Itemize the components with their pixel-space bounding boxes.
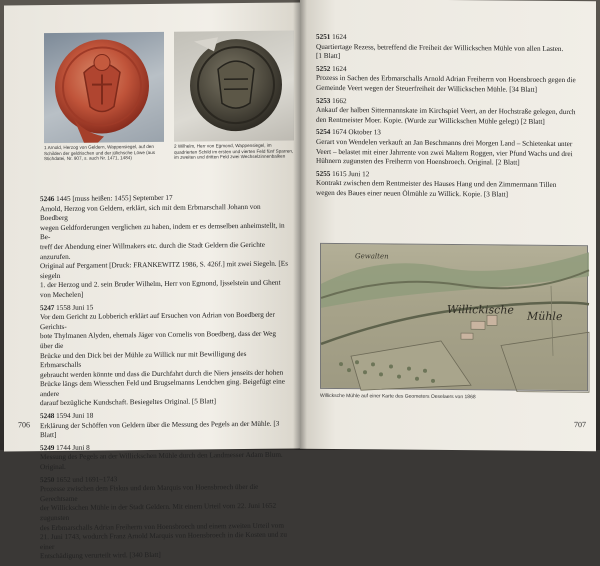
entry-line: Quartiertage Rezess, betreffend die Freiheit der Willickschen Mühle von allen Lasten. <box>316 42 564 53</box>
entry-line: [1 Blatt] <box>316 52 341 61</box>
seal-caption-1: 1 Arnold, Herzog von Geldern, Wappensiegel, auf den Schilden der geldrischen und der jülichsche Löwe (aus Stichdatei, Nr. 907, s. auch Nr. 1471, 1484) <box>44 143 156 162</box>
entry-line: 1674 Oktober 13 <box>332 128 381 137</box>
red-seal-photo <box>44 32 164 143</box>
entry-line: 1652 und 1691–1743 <box>56 474 118 484</box>
entry-line: Prozesse zwischen dem Fiskus und dem Marquis von Hoensbroech über die Gerechtsame <box>40 483 259 503</box>
entry-line: 1. der Herzog und 2. sein Bruder Wilhelm, Herr von Egmond, Ijsselstein und Ghent <box>40 278 281 290</box>
entry-line: wegen Geldforderungen verglichen zu haben, indem er es demselben anheimstellt, in Be- <box>40 221 285 242</box>
entry-number: 5247 <box>40 303 55 312</box>
entry-line: 1624 <box>332 64 347 73</box>
entry-line: treff der Abendung einer Willmakers etc. durch die Stadt Geldern die Gerichte anzurufen. <box>40 240 265 261</box>
entry-line: der Willickschen Mühle in der Stadt Geldern. Mit einem Urteil vom 22. Juni 1652 zugunsten <box>40 502 277 523</box>
entry-number: 5248 <box>40 412 55 421</box>
entry-number: 5255 <box>316 169 331 178</box>
entry-line: Brücke und den Dick bei der Mühle zu Willick nur mit Bewilligung des Erbmarschalls <box>40 349 247 370</box>
gray-seal-photo <box>174 31 294 142</box>
left-entries <box>40 193 288 566</box>
entry-line: 1445 [muss heißen: 1455] September 17 <box>56 193 173 204</box>
entry-line: Brücke längs dem Wiesschen Feld und Brugselmanns Lendchen ging. Beigefügt eine andere <box>40 377 285 399</box>
entry-5250 <box>40 473 288 562</box>
historic-map <box>320 243 588 391</box>
entry-line: Gemeinde Veert wegen der Steuerfreiheit der Willickschen Mühle. [34 Blatt] <box>316 83 537 94</box>
right-entries <box>316 33 576 204</box>
entry-number: 5249 <box>40 443 55 453</box>
entry-line: Veert – belastet mit einer Jahrrente von zwei Maltern Roggen, vier Pfund Wachs und drei <box>316 147 573 158</box>
entry-line: 1615 Juni 12 <box>332 169 370 179</box>
entry-line: Gerart von Wendelen verkauft an Jan Beschmanns drei Morgen Land – Schietenkat unter <box>316 137 573 149</box>
map-label-gewalten: Gewalten <box>355 252 389 261</box>
entry-number: 5253 <box>316 96 331 105</box>
entry-line: Ankauf der halben Sittermannskate im Kirchspiel Veert, an der Hochstraße gelegen, durch <box>316 106 576 117</box>
page-number-left: 706 <box>18 420 30 430</box>
entry-line: Erklärung der Schöffen von Geldern über die Messung des Pegels an der Mühle. [3 Blatt] <box>40 419 280 440</box>
entry-number: 5251 <box>316 32 331 41</box>
entry-line: Entschädigung verurteilt wird. [340 Blatt] <box>40 551 161 561</box>
entry-line: gebraucht werden könnte und dass die Durchfahrt durch die Niers jenseits der hohen <box>40 368 284 379</box>
entry-line: Kontrakt zwischen dem Rentmeister des Hauses Hang und den Zimmermann Tillen <box>316 179 557 190</box>
book-gutter <box>293 0 307 450</box>
entry-5255 <box>316 170 576 201</box>
entry-line: den Rentmeister Moer. Kopie. (Wurde zur Willickschen Mühle gelegt) [2 Blatt] <box>316 115 545 126</box>
entry-line: wegen des Baues einer neuen Ölmühle zu Willick. Kopie. [3 Blatt] <box>316 188 508 199</box>
entry-line: Prozess in Sachen des Erbmarschalls Arnold Adrian Freiherrn von Hoensbroech gegen die <box>316 74 576 85</box>
entry-line: Hühnern zugunsten des Freiherrn von Hoensbroech. Original. [2 Blatt] <box>316 156 520 167</box>
entry-5246 <box>40 193 288 301</box>
gray-seal-image <box>174 31 294 142</box>
entry-line: 1594 Juni 18 <box>56 411 94 421</box>
entry-line: von Mechelen] <box>40 290 84 300</box>
red-seal-image <box>44 32 164 143</box>
entry-5252 <box>316 65 576 96</box>
entry-number: 5254 <box>316 128 331 137</box>
entry-line: Messung des Pegels an der Willickschen Mühle durch den Landmesser Adam Blum. Original. <box>40 451 283 472</box>
entry-line: 21. Juni 1743, wodurch Franz Arnold Marquis von Hoensbroech in die Kosten und zu einer <box>40 530 287 551</box>
map-label-willickische: Willickische <box>447 302 514 317</box>
entry-line: 1558 Juni 15 <box>56 303 94 312</box>
entry-5248 <box>40 410 288 441</box>
entry-number: 5246 <box>40 195 55 204</box>
entry-line: 1624 <box>332 32 347 42</box>
entry-line: Arnold, Herzog von Geldern, erklärt, sich mit dem Erbmarschall Johann von Boedberg <box>40 202 261 223</box>
entry-line: darauf bezügliche Kundschaft. Besiegeltes Original. [5 Blatt] <box>40 397 217 408</box>
map-label-muehle: Mühle <box>527 309 563 323</box>
left-page <box>4 2 300 561</box>
entry-5247 <box>40 301 288 409</box>
entry-line: des Erbmarschalls Adrian Freiherrn von Hoensbroech und einem zweiten Urteil vom <box>40 521 284 532</box>
entry-number: 5250 <box>40 475 55 484</box>
seal-caption-2: 2 Wilhelm, Herr von Egmond, Wappensiegel, im quadrierten Schild im ersten und vierten Feld fünf Sparren, im zweiten und dritten Feld zwei Wechselzinnenbalken <box>174 142 294 160</box>
entry-line: Vor dem Gericht zu Lobberich erklärt auf Ersuchen von Adrian von Boedberg der Gerichts- <box>40 310 275 331</box>
entry-line: 1662 <box>332 96 347 105</box>
entry-5251 <box>316 33 576 64</box>
entry-5254 <box>316 128 576 169</box>
entry-line: Original auf Pergament [Druck: FRANKEWITZ 1986, S. 426f.] mit zwei Siegeln. [Es siegeln <box>40 259 288 280</box>
entry-number: 5252 <box>316 64 331 73</box>
entry-line: 1744 Juni 8 <box>56 443 90 452</box>
entry-5249 <box>40 441 288 472</box>
entry-5253 <box>316 96 576 127</box>
map-caption: Willicksche Mühle auf einer Karte des Geometers Oeselaers von 1868 <box>320 392 476 401</box>
entry-line: bote Thylmanen Alyden, ehemals Jäger von Cornelis von Boedberg, dass der Weg über die <box>40 330 276 351</box>
right-page <box>300 0 596 451</box>
page-number-right: 707 <box>574 420 586 430</box>
